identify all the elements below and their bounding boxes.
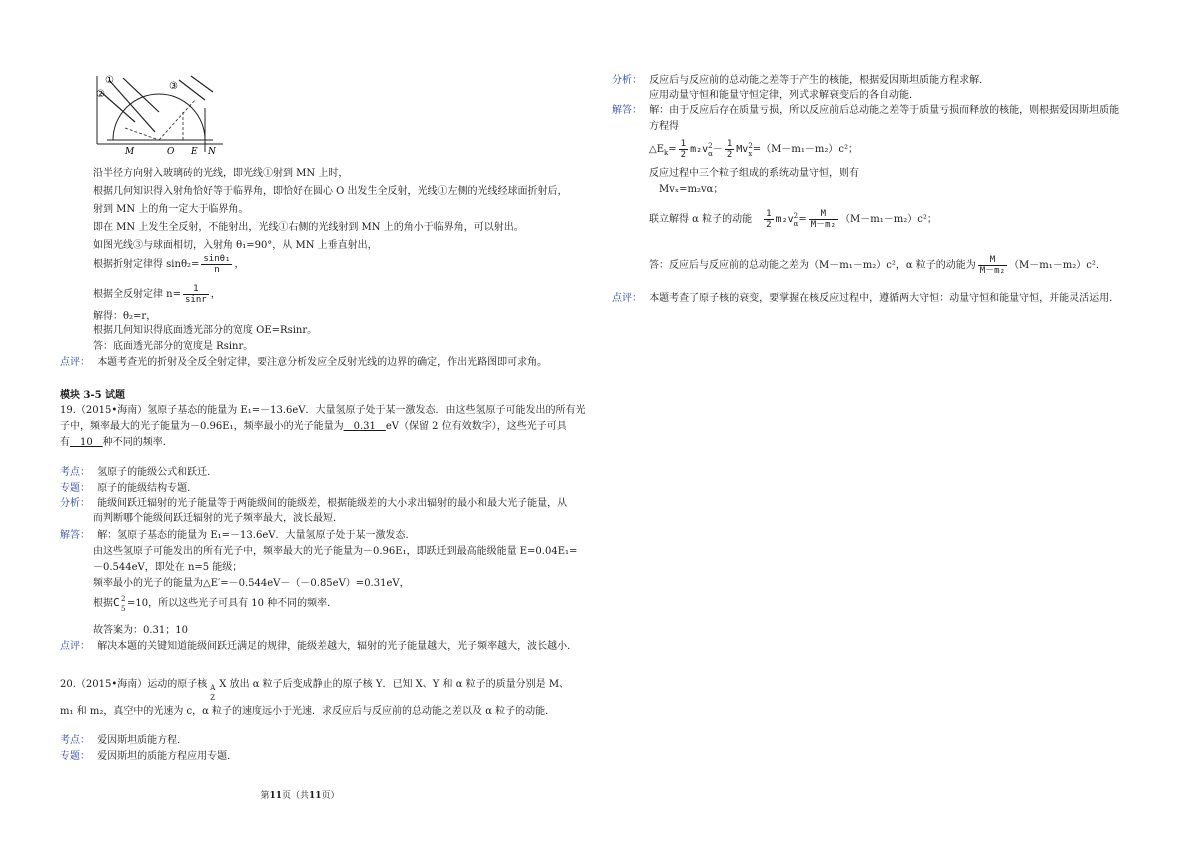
question-20-line: m₁ 和 m₂，真空中的光速为 c，α 粒子的速度远小于光速．求反应后与反应前的总动能之差以及 α 粒子的动能． [60, 706, 556, 717]
equation-refraction [93, 253, 244, 277]
page-total: 11 [309, 791, 322, 801]
text-line: 根据几何知识得入射角恰好等于临界角，即恰好在圆心 O 出发生全反射，光线①左侧的光线经球面折射后， [93, 186, 568, 197]
fraction-numerator: M [978, 255, 1007, 266]
fraction-denominator: 2 [680, 150, 687, 160]
fenxi-row [60, 497, 567, 511]
fraction [764, 209, 773, 230]
eq-sup: 2 [708, 141, 713, 150]
fenxi-label: 分析： [60, 498, 90, 509]
answer-blank: 10 [70, 437, 103, 448]
zhuanti-text: 爱因斯坦的质能方程应用专题． [97, 751, 238, 762]
q-text: X 放出 α 粒子后变成静止的原子核 Y．已知 X、Y 和 α 粒子的质量分别是 M、 [219, 679, 570, 690]
fraction [809, 209, 838, 230]
eq-text: △E [649, 144, 664, 155]
fraction-denominator: n [214, 265, 220, 275]
fraction-denominator: 2 [726, 150, 733, 160]
eq-text: = [668, 144, 677, 155]
answer-blank: 0.31 [343, 421, 386, 432]
point-n-label: N [208, 147, 216, 156]
eq-text: =（M－m₁－m₂）c²； [752, 144, 859, 155]
atomic-number: Z [210, 694, 216, 702]
q-text: eV（保留 2 位有效数字），这些光子可具 [385, 421, 567, 432]
zhuanti-text: 原子的能级结构专题． [97, 483, 198, 494]
ray-2-label: ② [96, 89, 105, 100]
fenxi-row [612, 74, 989, 88]
ray-3-label: ③ [169, 81, 178, 92]
zhuanti-row [60, 482, 197, 496]
footer-text: 页） [321, 791, 340, 801]
q-text: 有 [60, 437, 70, 448]
equation-alpha-kinetic-energy [649, 206, 937, 234]
zhuanti-label: 专题： [60, 751, 90, 762]
jieda-text: Mvₓ=m₂vα； [659, 184, 724, 195]
comment-text: 解决本题的关键知道能级间跃迁满足的规律，能级差越大，辐射的光子能量越大，光子频率越大，波长越小． [97, 641, 578, 652]
kaodian-label: 考点： [60, 735, 90, 746]
eq-term: m₂v [775, 214, 794, 225]
zhuanti-row [60, 750, 237, 764]
jieda-label: 解答： [612, 105, 642, 116]
text-line: 答：底面透光部分的宽度是 Rsinr。 [93, 341, 254, 352]
text-line: 即在 MN 上发生全反射，不能射出，光线①右侧的光线射到 MN 上的角小于临界角，可以射出。 [93, 222, 524, 233]
fraction [201, 254, 232, 275]
answer-row [649, 253, 1106, 279]
fraction-denominator: 2 [766, 220, 772, 230]
fraction-numerator: 1 [680, 139, 687, 149]
point-o-label: O [167, 147, 175, 156]
jieda-text: 频率最小的光子的能量为△E′=－0.544eV－（－0.85eV）=0.31eV， [93, 578, 410, 589]
jieda-text: 解：由于反应后存在质量亏损，所以反应前后总动能之差等于质量亏损而释放的核能，则根据爱因斯坦质能 [649, 105, 1120, 116]
jieda-text: =10，所以这些光子可具有 10 种不同的频率． [127, 598, 338, 609]
eq-sub: x [748, 149, 753, 158]
combination-sup: 2 [121, 595, 126, 603]
fenxi-text: 而判断哪个能级间跃迁辐射的光子频率最大，波长最短． [93, 513, 343, 524]
zhuanti-label: 专题： [60, 483, 90, 494]
footer-text: 第 [260, 791, 270, 801]
jieda-text: 反应过程中三个粒子组成的系统动量守恒，则有 [649, 168, 859, 179]
fraction [978, 255, 1007, 276]
kaodian-row [60, 734, 187, 748]
text-line: 如图光线③与球面相切，入射角 θ₁=90°，从 MN 上垂直射出， [93, 240, 378, 251]
answer-text: 答：反应后与反应前的总动能之差为（M－m₁－m₂）c²，α 粒子的动能为 [649, 260, 976, 271]
eq-text: 根据折射定律得 sinθ₂= [93, 259, 200, 270]
jieda-text: 方程得 [649, 121, 679, 132]
eq-sub: α [793, 219, 799, 228]
jieda-text: 故答案为：0.31；10 [93, 625, 188, 636]
optics-figure [95, 72, 225, 156]
q-text: 种不同的频率． [102, 437, 173, 448]
equation-total-reflection [93, 283, 221, 307]
fraction-numerator: sinθ₁ [203, 254, 231, 264]
eq-text: 联立解得 α 粒子的动能 [649, 214, 753, 225]
q-text: 子中，频率最大的光子能量为－0.96E₁，频率最小的光子能量为 [60, 421, 344, 432]
fraction-numerator: M [809, 209, 838, 220]
fraction [183, 284, 209, 305]
kaodian-text: 爱因斯坦质能方程． [97, 735, 188, 746]
eq-text: 根据全反射定律 n= [93, 289, 181, 300]
comment-label: 点评： [60, 357, 90, 368]
comment-text: 本题考查了原子核的衰变，要掌握在核反应过程中，遵循两大守恒：动量守恒和能量守恒，并能灵活运用． [649, 293, 1120, 304]
kaodian-text: 氢原子的能级公式和跃迁． [97, 467, 218, 478]
q-text: 20.（2015•海南）运动的原子核 [60, 679, 208, 690]
question-19-line [60, 436, 173, 450]
footer-text: 页（共 [281, 791, 309, 801]
jieda-text: 根据 [93, 598, 113, 609]
fraction [679, 139, 688, 160]
comment-label: 点评： [60, 641, 90, 652]
equation-energy-difference [649, 138, 858, 165]
eq-term: m₂v [690, 144, 709, 155]
kaodian-row [60, 466, 217, 480]
answer-text: （M－m₁－m₂）c²． [1009, 260, 1106, 271]
point-m-label: M [125, 147, 135, 156]
eq-text: （M－m₁－m₂）c²； [840, 214, 937, 225]
fraction-denominator: sinr [185, 295, 207, 305]
eq-sup: 2 [748, 141, 753, 150]
fenxi-text: 能级间跃迁辐射的光子能量等于两能级间的能级差，根据能级差的大小求出辐射的最小和最大光子能量，从 [97, 498, 568, 509]
question-19-line [60, 420, 567, 434]
jieda-row [60, 529, 415, 543]
jieda-row [612, 104, 1119, 118]
eq-term: Mv [736, 144, 749, 155]
page-footer [0, 788, 600, 801]
fraction-numerator: 1 [726, 139, 733, 149]
page-number: 11 [269, 791, 282, 801]
combination-symbol [113, 596, 127, 611]
fenxi-text: 反应后与反应前的总动能之差等于产生的核能，根据爱因斯坦质能方程求解． [649, 75, 990, 86]
question-20-line [60, 678, 570, 702]
text-line: 解得：θ₂=r， [93, 311, 157, 322]
eq-sup: 2 [793, 211, 799, 220]
fenxi-label: 分析： [612, 75, 642, 86]
text-line: 根据几何知识得底面透光部分的宽度 OE=Rsinr。 [93, 325, 318, 336]
combination-sub: 5 [121, 605, 126, 613]
text-line: 射到 MN 上的角一定大于临界角。 [93, 204, 249, 215]
ray-1-label: ① [105, 75, 114, 86]
kaodian-label: 考点： [60, 467, 90, 478]
eq-sub: α [708, 149, 713, 158]
fraction-numerator: 1 [766, 209, 772, 219]
comment-row [60, 356, 547, 370]
point-e-label: E [191, 147, 198, 156]
eq-text: ， [234, 259, 245, 270]
text-line: 沿半径方向射入玻璃砖的光线，即光线①射到 MN 上时， [93, 168, 349, 179]
comment-row [612, 292, 1119, 306]
comment-row [60, 640, 577, 654]
question-19-line: 19.（2015•海南）氢原子基态的能量为 E₁=－13.6eV．大量氢原子处于某一激发态．由这些氢原子可能发出的所有光 [60, 405, 586, 416]
combination-c: C [113, 596, 120, 609]
eq-text: ， [210, 289, 221, 300]
mass-number: A [210, 684, 216, 692]
fraction [725, 139, 734, 160]
jieda-text: －0.544eV，即处在 n=5 能级； [93, 562, 243, 573]
jieda-text: 由这些氢原子可能发出的所有光子中，频率最大的光子能量为－0.96E₁，即跃迁到最高能级能量 E=0.04E₁= [93, 546, 578, 557]
fraction-denominator: M－m₂ [810, 220, 836, 230]
jieda-label: 解答： [60, 530, 90, 541]
fraction-numerator: 1 [183, 284, 209, 295]
eq-sub: k [664, 149, 669, 157]
comment-label: 点评： [612, 293, 642, 304]
eq-text: － [712, 144, 723, 155]
section-heading: 模块 3-5 试题 [60, 390, 126, 401]
fraction-denominator: M－m₂ [979, 266, 1006, 276]
eq-text: = [798, 214, 807, 225]
fenxi-text: 应用动量守恒和能量守恒定律，列式求解衰变后的各自动能． [649, 90, 919, 101]
jieda-combination [93, 596, 337, 611]
comment-text: 本题考查光的折射及全反全射定律，要注意分析发应全反射光线的边界的确定，作出光路图即可求角。 [97, 357, 548, 368]
jieda-text: 解：氢原子基态的能量为 E₁=－13.6eV．大量氢原子处于某一激发态． [97, 530, 416, 541]
